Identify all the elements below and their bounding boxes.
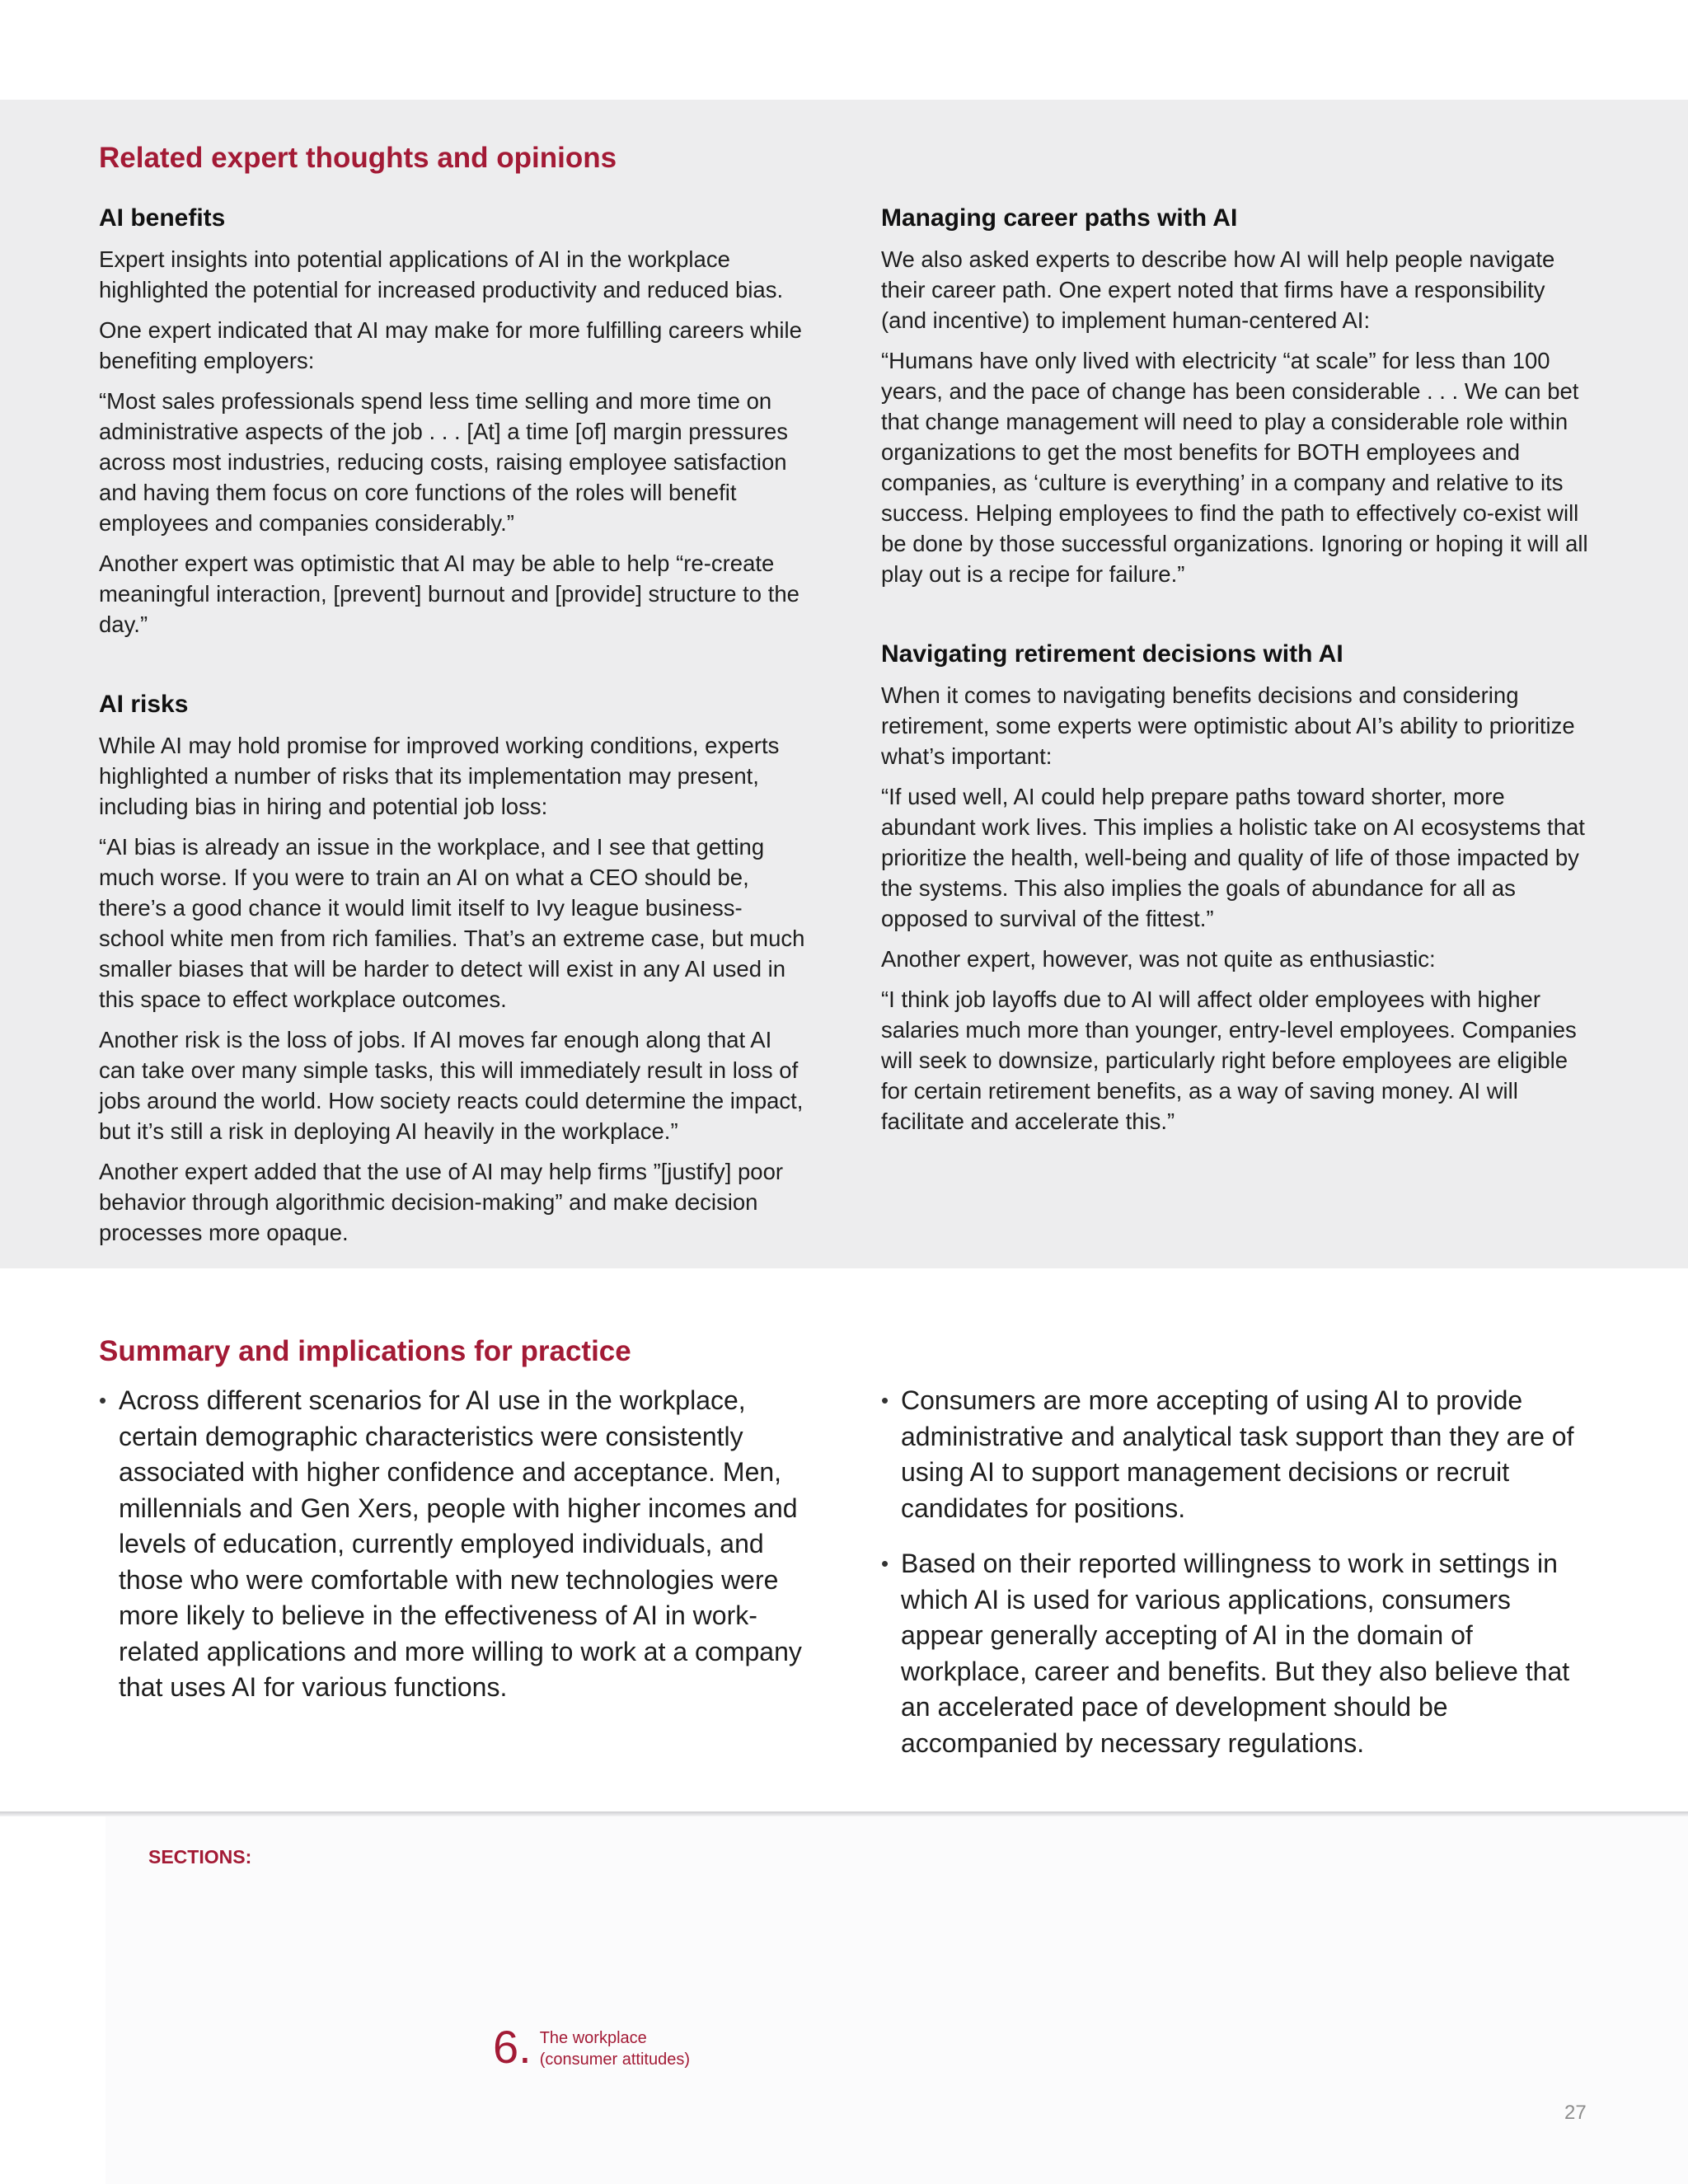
retirement-heading: Navigating retirement decisions with AI [881, 640, 1343, 668]
paragraph: Another expert was optimistic that AI may be able to help “re-create meaningful interaction, [prevent] burnout and [provide] structure to the day.” [99, 551, 799, 637]
quote-paragraph: “Humans have only lived with electricity “at scale” for less than 100 years, and the pace of change has been considerable . . . We can bet that change management will need to play a considerable role within organizations to get the most benefits for BOTH employees and companies, as ‘culture is everything’ in a company and relative to its success. Helping employees to find the path to effectively co-exist will be done by those successful organizations. Ignoring or hoping it will all play out is a recipe for failure.” [881, 348, 1588, 587]
summary-left-bullets [99, 1383, 816, 1726]
section-nav-line2: (consumer attitudes) [539, 2050, 690, 2069]
paragraph: One expert indicated that AI may make for more fulfilling careers while benefiting employers: [99, 317, 802, 373]
section-nav-workplace[interactable] [493, 2021, 690, 2073]
ai-risks-heading: AI risks [99, 691, 189, 718]
sections-label: SECTIONS: [148, 1846, 252, 1868]
section-nav-line1: The workplace [539, 2029, 647, 2047]
expert-section-title: Related expert thoughts and opinions [99, 142, 617, 174]
quote-paragraph: “I think job layoffs due to AI will affect older employees with higher salaries much more than younger, entry-level employees. Companies will seek to downsize, particularly right before employees are eligible for certain retirement benefits, as a way of saving money. AI will facilitate and accelerate this.” [881, 987, 1577, 1134]
list-item: • Consumers are more accepting of using AI to provide administrative and analytical task support than they are of using AI to support management decisions or recruit candidates for positions. [881, 1383, 1598, 1526]
paragraph: We also asked experts to describe how AI will help people navigate their career path. One expert noted that firms have a responsibility (and incentive) to implement human-centered AI: [881, 246, 1555, 333]
paragraph: When it comes to navigating benefits decisions and considering retirement, some experts were optimistic about AI’s ability to prioritize what’s important: [881, 682, 1575, 769]
paragraph: While AI may hold promise for improved working conditions, experts highlighted a number of risks that its implementation may present, including bias in hiring and potential job loss: [99, 733, 780, 819]
page-number: 27 [1564, 2102, 1587, 2124]
summary-right-bullets [881, 1383, 1598, 1781]
quote-paragraph: “Most sales professionals spend less time selling and more time on administrative aspects of the job . . . [At] a time [of] margin pressures across most industries, reducing costs, raising employee satisfaction and having them focus on core functions of the roles will benefit employees and companies considerably.” [99, 388, 789, 536]
summary-title: Summary and implications for practice [99, 1335, 631, 1367]
left-column [99, 204, 808, 1258]
paragraph: Another expert, however, was not quite as enthusiastic: [881, 946, 1436, 972]
quote-paragraph: Another risk is the loss of jobs. If AI moves far enough along that AI can take over many simple tasks, this will immediately result in loss of jobs around the world. How society reacts could determine the impact, but it’s still a risk in deploying AI heavily in the workplace.” [99, 1027, 804, 1144]
list-item: • Across different scenarios for AI use in the workplace, certain demographic characteristics were consistently associated with higher confidence and acceptance. Men, millennials and Gen Xers, people with higher incomes and levels of education, currently employed individuals, and those who were comfortable with new technologies were more likely to believe in the effectiveness of AI in work-related applications and more willing to work at a company that uses AI for various functions. [99, 1383, 816, 1706]
right-column [881, 204, 1590, 1146]
quote-paragraph: “If used well, AI could help prepare paths toward shorter, more abundant work lives. This implies a holistic take on AI ecosystems that prioritize the health, well-being and quality of life of those impacted by the systems. This also implies the goals of abundance for all as opposed to survival of the fittest.” [881, 784, 1585, 931]
paragraph: Another expert added that the use of AI may help firms ”[justify] poor behavior through algorithmic decision-making” and make decision processes more opaque. [99, 1159, 784, 1245]
section-number: 6. [493, 2021, 532, 2073]
quote-paragraph: “AI bias is already an issue in the workplace, and I see that getting much worse. If you were to train an AI on what a CEO should be, there’s a good chance it would limit itself to Ivy league business-school white men from rich families. That’s an extreme case, but much smaller biases that will be harder to detect will exist in any AI used in this space to effect workplace outcomes. [99, 834, 805, 1012]
paragraph: Expert insights into potential applications of AI in the workplace highlighted the potential for increased productivity and reduced bias. [99, 246, 784, 302]
list-item: • Based on their reported willingness to work in settings in which AI is used for various applications, consumers appear generally accepting of AI in the domain of workplace, career and benefits. But they also believe that an accelerated pace of development should be accompanied by necessary regulations. [881, 1546, 1598, 1761]
career-paths-heading: Managing career paths with AI [881, 204, 1238, 232]
footer-panel [106, 1816, 1688, 2184]
ai-benefits-heading: AI benefits [99, 204, 226, 232]
section-nav-label [540, 2027, 690, 2070]
